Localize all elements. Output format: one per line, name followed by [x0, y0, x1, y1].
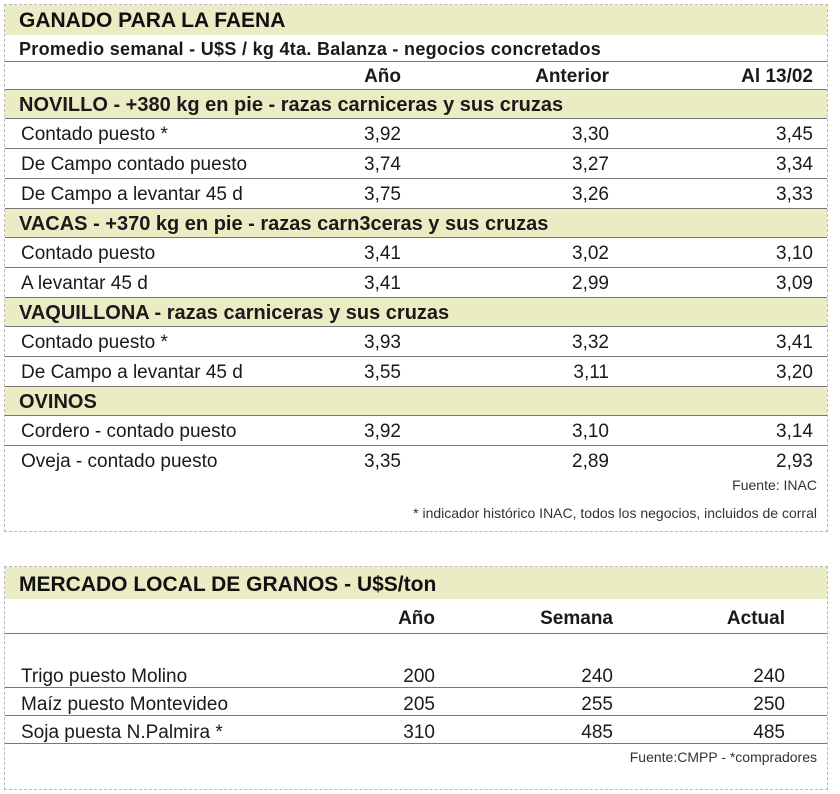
value-actual: 3,45: [776, 124, 813, 145]
col-header-semana: Semana: [540, 608, 613, 629]
table-row: [5, 688, 827, 716]
table-row: [5, 148, 827, 178]
table-row: [5, 415, 827, 445]
value-anterior: 3,11: [573, 362, 609, 383]
table-row: [5, 716, 827, 744]
value-anterior: 3,02: [572, 243, 609, 264]
value-actual: 3,20: [776, 362, 813, 383]
value-ano: 3,74: [364, 154, 401, 175]
col-header-al-13-02: Al 13/02: [741, 66, 813, 87]
row-label: De Campo a levantar 45 d: [21, 362, 243, 383]
value-anterior: 2,89: [572, 451, 609, 472]
col-header-ano: Año: [398, 608, 435, 629]
value-actual: 240: [753, 666, 785, 687]
ganado-source: Fuente: INAC: [732, 477, 817, 493]
section-heading-vacas: VACAS - +370 kg en pie - razas carn3ceras y sus cruzas: [5, 208, 827, 237]
row-label: De Campo contado puesto: [21, 154, 248, 175]
row-label: A levantar 45 d: [21, 273, 148, 294]
ganado-table: [4, 4, 828, 532]
col-header-actual: Actual: [726, 608, 785, 629]
ganado-header-row: [5, 62, 827, 89]
granos-source: Fuente:CMPP - *compradores: [629, 749, 817, 765]
value-semana: 240: [581, 666, 613, 687]
value-actual: 3,34: [776, 154, 813, 175]
value-ano: 3,55: [364, 362, 401, 383]
value-anterior: 3,26: [572, 184, 609, 205]
granos-header-row: [5, 599, 827, 634]
value-semana: 485: [581, 722, 613, 743]
granos-title: MERCADO LOCAL DE GRANOS - U$S/ton: [5, 567, 827, 599]
value-ano: 3,92: [364, 421, 401, 442]
row-label: Trigo puesto Molino: [21, 666, 188, 687]
value-ano: 310: [403, 722, 435, 743]
value-anterior: 3,30: [572, 124, 609, 145]
section-heading-novillo: NOVILLO - +380 kg en pie - razas carniceras y sus cruzas: [5, 89, 827, 118]
table-row: [5, 356, 827, 386]
value-semana: 255: [581, 694, 613, 715]
value-ano: 200: [403, 666, 435, 687]
ganado-title: GANADO PARA LA FAENA: [5, 5, 827, 35]
table-row: [5, 237, 827, 267]
row-label: Oveja - contado puesto: [21, 451, 218, 472]
value-actual: 2,93: [776, 451, 813, 472]
value-anterior: 3,10: [572, 421, 609, 442]
value-actual: 3,10: [776, 243, 813, 264]
value-actual: 485: [753, 722, 785, 743]
row-label: De Campo a levantar 45 d: [21, 184, 243, 205]
value-anterior: 2,99: [572, 273, 609, 294]
value-ano: 3,41: [364, 243, 401, 264]
table-row: [5, 660, 827, 688]
value-ano: 3,75: [364, 184, 401, 205]
table-row: [5, 267, 827, 297]
value-anterior: 3,27: [572, 154, 609, 175]
col-header-anterior: Anterior: [535, 66, 609, 87]
section-heading-vaquillona: VAQUILLONA - razas carniceras y sus cruzas: [5, 297, 827, 326]
granos-table: [4, 566, 828, 790]
col-header-ano: Año: [364, 66, 401, 87]
value-actual: 3,41: [776, 332, 813, 353]
value-ano: 3,93: [364, 332, 401, 353]
row-label: Contado puesto *: [21, 124, 168, 145]
row-label: Cordero - contado puesto: [21, 421, 237, 442]
value-anterior: 3,32: [572, 332, 609, 353]
value-ano: 3,92: [364, 124, 401, 145]
value-actual: 3,33: [776, 184, 813, 205]
ganado-subtitle: Promedio semanal - U$S / kg 4ta. Balanza - negocios concretados: [5, 35, 827, 62]
value-ano: 205: [403, 694, 435, 715]
value-actual: 250: [753, 694, 785, 715]
table-row: [5, 118, 827, 148]
table-row: [5, 326, 827, 356]
row-label: Maíz puesto Montevideo: [21, 694, 229, 715]
ganado-footnote: * indicador histórico INAC, todos los negocios, incluidos de corral: [413, 505, 817, 521]
value-actual: 3,14: [776, 421, 813, 442]
row-label: Soja puesta N.Palmira *: [21, 722, 223, 743]
value-ano: 3,35: [364, 451, 401, 472]
table-row: [5, 178, 827, 208]
table-row: [5, 445, 827, 475]
section-heading-ovinos: OVINOS: [5, 386, 827, 415]
row-label: Contado puesto: [21, 243, 156, 264]
row-label: Contado puesto *: [21, 332, 168, 353]
value-actual: 3,09: [776, 273, 813, 294]
value-ano: 3,41: [364, 273, 401, 294]
